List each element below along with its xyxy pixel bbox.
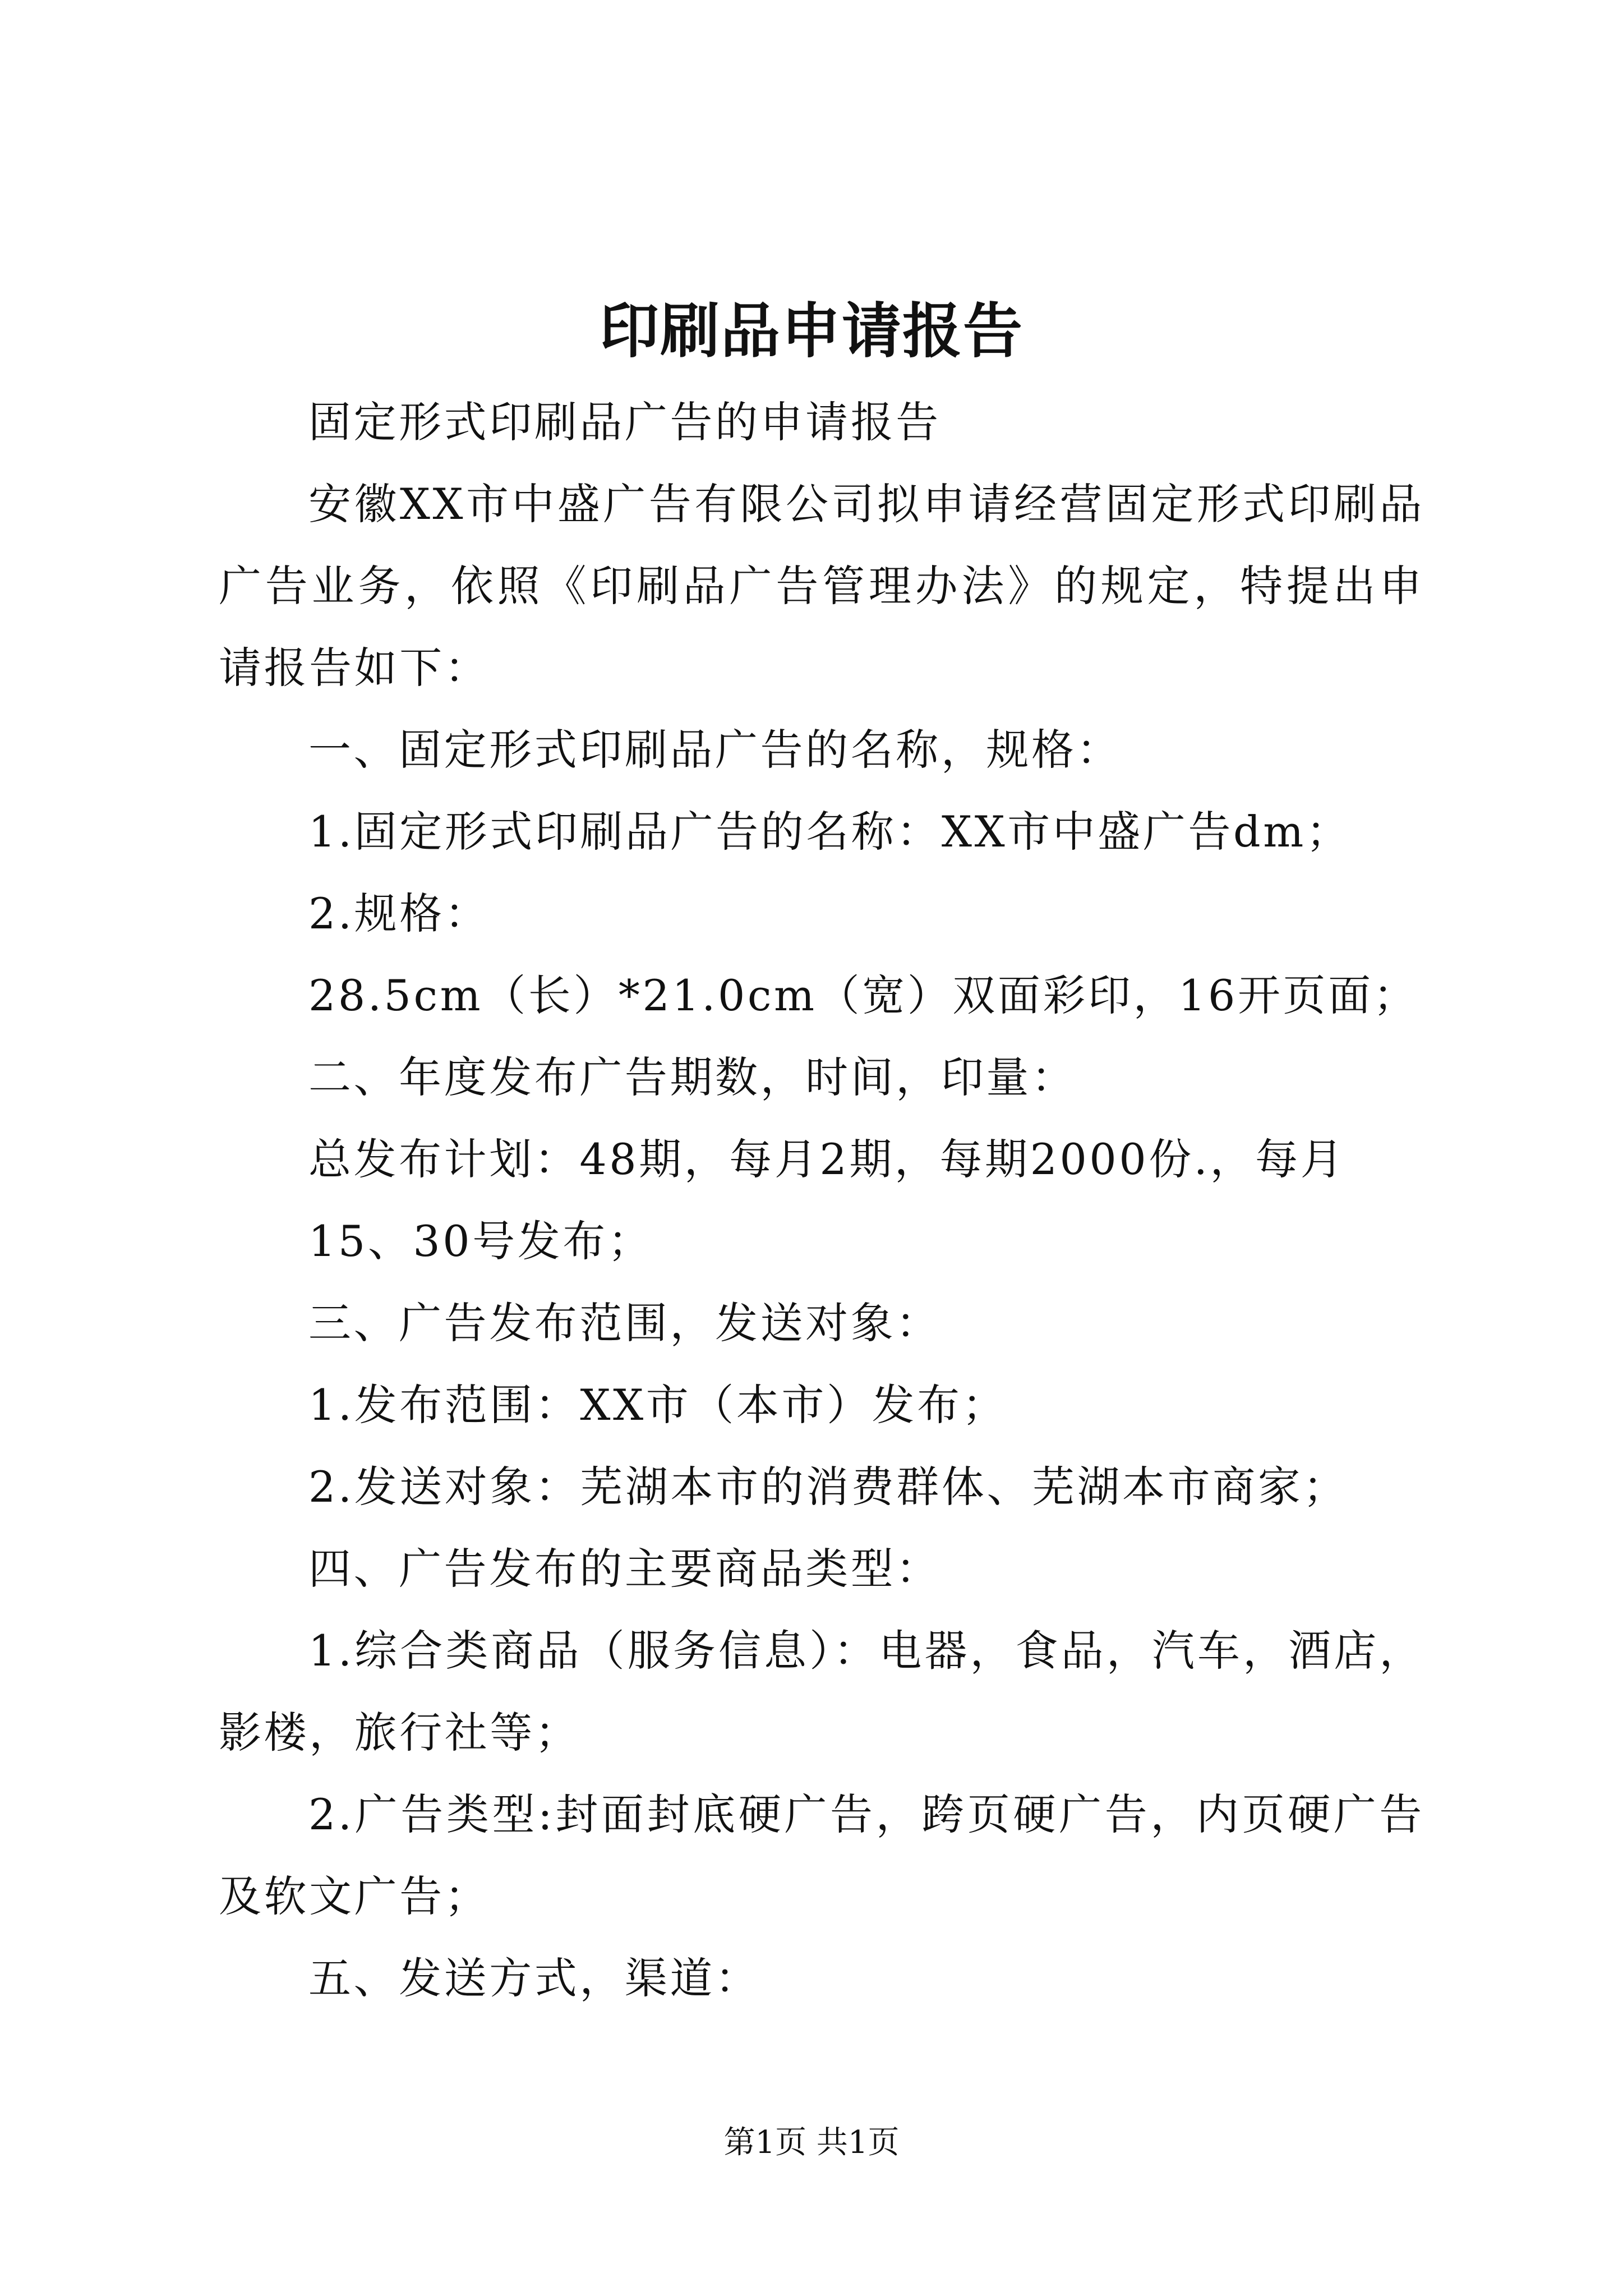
paragraph-item: 2.发送对象：芜湖本市的消费群体、芜湖本市商家； [308,1462,1348,1512]
paragraph-item: 2.规格： [308,889,490,938]
page-footer: 第1页 共1页 [723,2124,900,2161]
paragraph-subtitle: 固定形式印刷品广告的申请报告 [308,397,941,447]
paragraph-item: 15、30号发布； [308,1216,653,1266]
paragraph-item: 总发布计划：48期，每月2期，每期2000份.，每月 [308,1134,1346,1184]
paragraph-item: 2.广告类型:封面封底硬广告，跨页硬广告，内页硬广告及软文广告； [219,1789,1424,1921]
paragraph-intro: 安徽XX市中盛广告有限公司拟申请经营固定形式印刷品广告业务，依照《印刷品广告管理办法》的规定，特提出申请报告如下： [219,479,1424,693]
paragraph-item: 28.5cm（长）*21.0cm（宽）双面彩印，16开页面； [308,970,1419,1020]
paragraph-item: 1.综合类商品（服务信息）：电器，食品，汽车，酒店，影楼，旅行社等； [219,1626,1424,1757]
section-heading-1: 一、固定形式印刷品广告的名称，规格： [308,725,1122,775]
section-heading-2: 二、年度发布广告期数，时间，印量： [308,1052,1077,1102]
paragraph-item: 1.发布范围：XX市（本市）发布； [308,1380,1008,1430]
section-heading-4: 四、广告发布的主要商品类型： [308,1544,941,1594]
document-body [219,381,1424,2019]
section-heading-3: 三、广告发布范围，发送对象： [308,1298,941,1348]
document-title: 印刷品申请报告 [600,296,1023,366]
paragraph-item: 1.固定形式印刷品广告的名称：XX市中盛广告dm； [308,807,1352,857]
section-heading-5: 五、发送方式，渠道： [308,1953,760,2003]
